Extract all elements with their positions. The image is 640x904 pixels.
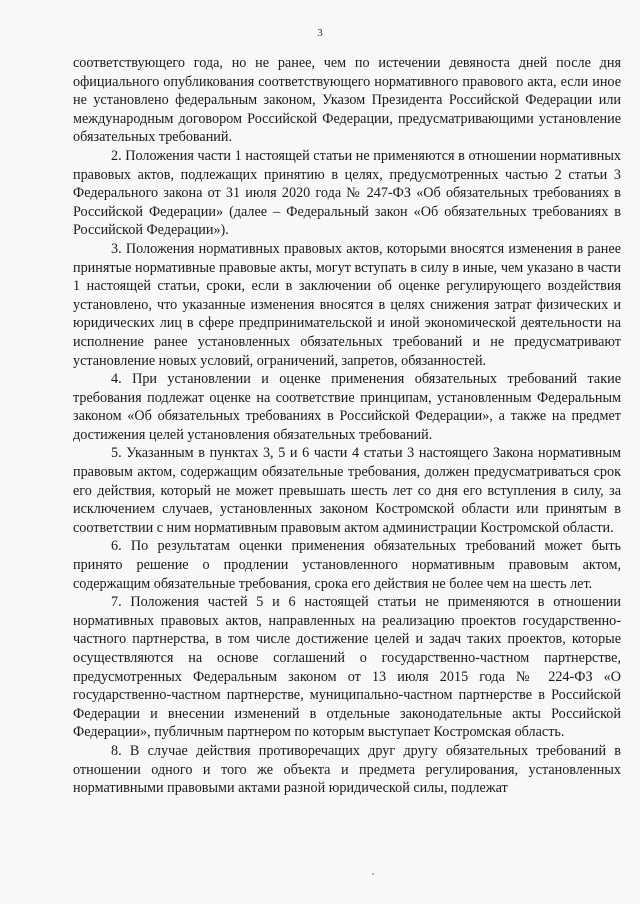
- paragraph-3: 3. Положения нормативных правовых актов, которыми вносятся изменения в ранее принятые нормативные правовые акты, могут вступать в силу в иные, чем указано в части 1 настоящей статьи, сроки, если в заключении об оценке регулирующего воздействия установлено, что указанные изменения вносятся в целях снижения затрат физических и юридических лиц в сфере предпринимательской и иной экономической деятельности на исполнение ранее установленных обязательных требований и не предусматривают установление новых условий, ограничений, запретов, обязанностей.: [73, 240, 621, 369]
- document-body: [73, 54, 621, 798]
- paragraph-2: 2. Положения части 1 настоящей статьи не применяются в отношении нормативных правовых актов, подлежащих принятию в целях, предусмотренных частью 2 статьи 3 Федерального закона от 31 июля 2020 года № 247-ФЗ «Об обязательных требованиях в Российской Федерации» (далее – Федеральный закон «Об обязательных требованиях в Российской Федерации»).: [73, 147, 621, 239]
- paragraph-5: 5. Указанным в пунктах 3, 5 и 6 части 4 статьи 3 настоящего Закона нормативным правовым актом, содержащим обязательные требования, должен предусматриваться срок его действия, который не может превышать шесть лет со дня его вступления в силу, за исключением случаев, установленных законом Костромской области или принятым в соответствии с ним нормативным правовым актом администрации Костромской области.: [73, 445, 621, 536]
- paragraph-continuation: соответствующего года, но не ранее, чем по истечении девяноста дней после дня официального опубликования соответствующего нормативного правового акта, если иное не установлено федеральным законом, Указом Президента Российской Федерации или международным договором Российской Федерации, предусматривающими установление обязательных требований.: [73, 55, 621, 146]
- paragraph-8: 8. В случае действия противоречащих друг другу обязательных требований в отношении одного и того же объекта и предмета регулирования, установленных нормативными правовыми актами разной юридической силы, подлежат: [73, 742, 621, 797]
- paragraph-4: 4. При установлении и оценке применения обязательных требований такие требования подлежат оценке на соответствие принципам, установленным Федеральным законом «Об обязательных требованиях в Российской Федерации», а также на предмет достижения целей установления обязательных требований.: [73, 371, 621, 443]
- paragraph-6: 6. По результатам оценки применения обязательных требований может быть принято решение о продлении установленного нормативным правовым актом, содержащим обязательные требования, срока его действия не более чем на шесть лет.: [73, 538, 621, 592]
- paragraph-7: 7. Положения частей 5 и 6 настоящей статьи не применяются в отношении нормативных правовых актов, направленных на реализацию проектов государственно-частного партнерства, в том числе достижение целей и задач таких проектов, которые осуществляются на основе соглашений о государственно-частном партнерстве, предусмотренных Федеральным законом от 13 июля 2015 года № 224-ФЗ «О государственно-частном партнерстве, муниципально-частном партнерстве в Российской Федерации и внесении изменений в отдельные законодательные акты Российской Федерации», публичным партнером по которым выступает Костромская область.: [73, 594, 621, 741]
- page-number: 3: [317, 27, 323, 39]
- scan-speck: [372, 873, 374, 875]
